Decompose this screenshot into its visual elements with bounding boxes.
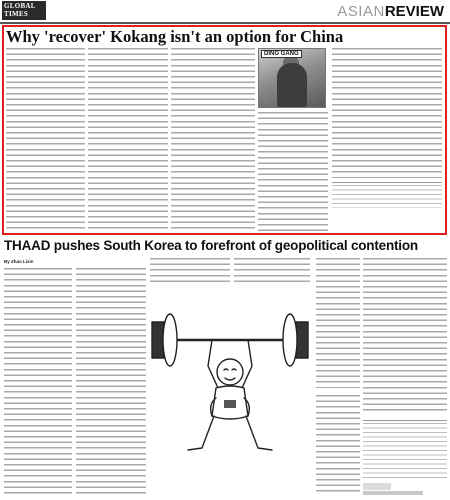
article2-column-5-lower <box>316 395 360 495</box>
section-title-asian: ASIAN <box>337 3 385 20</box>
page-label-chip <box>363 483 391 490</box>
article1-column-5 <box>332 48 442 178</box>
section-title <box>337 3 444 20</box>
article1-column-2 <box>88 48 168 232</box>
article1-column-1 <box>6 48 85 232</box>
author-photo <box>258 48 326 108</box>
article1-headline: Why 'recover' Kokang isn't an option for China <box>6 27 344 46</box>
article2-author-note <box>363 420 447 478</box>
article1-author-note <box>332 182 442 208</box>
article2-column-4-top <box>234 258 310 284</box>
section-title-review: REVIEW <box>384 3 444 20</box>
photo-label: DING GANG <box>261 50 302 58</box>
article2-column-3-top <box>150 258 230 284</box>
masthead <box>0 0 450 22</box>
article2-column-5 <box>316 258 360 388</box>
newspaper-logo <box>2 1 46 20</box>
page-label-line <box>363 491 423 495</box>
page-label <box>363 483 447 497</box>
logo-line-2: TIMES <box>4 10 29 18</box>
weightlifter-cartoon <box>150 288 310 458</box>
article2-byline: By Zhao Lixin <box>4 259 34 264</box>
article2-column-1 <box>4 268 72 496</box>
article2-column-6 <box>363 258 447 414</box>
article2-headline: THAAD pushes South Korea to forefront of geopolitical contention <box>4 238 418 253</box>
masthead-rule <box>0 22 450 24</box>
photo-figure <box>277 63 307 107</box>
article1-column-4 <box>258 112 328 232</box>
logo-line-1: GLOBAL <box>4 2 36 10</box>
article1-column-3 <box>171 48 255 232</box>
article2-column-2 <box>76 268 146 496</box>
